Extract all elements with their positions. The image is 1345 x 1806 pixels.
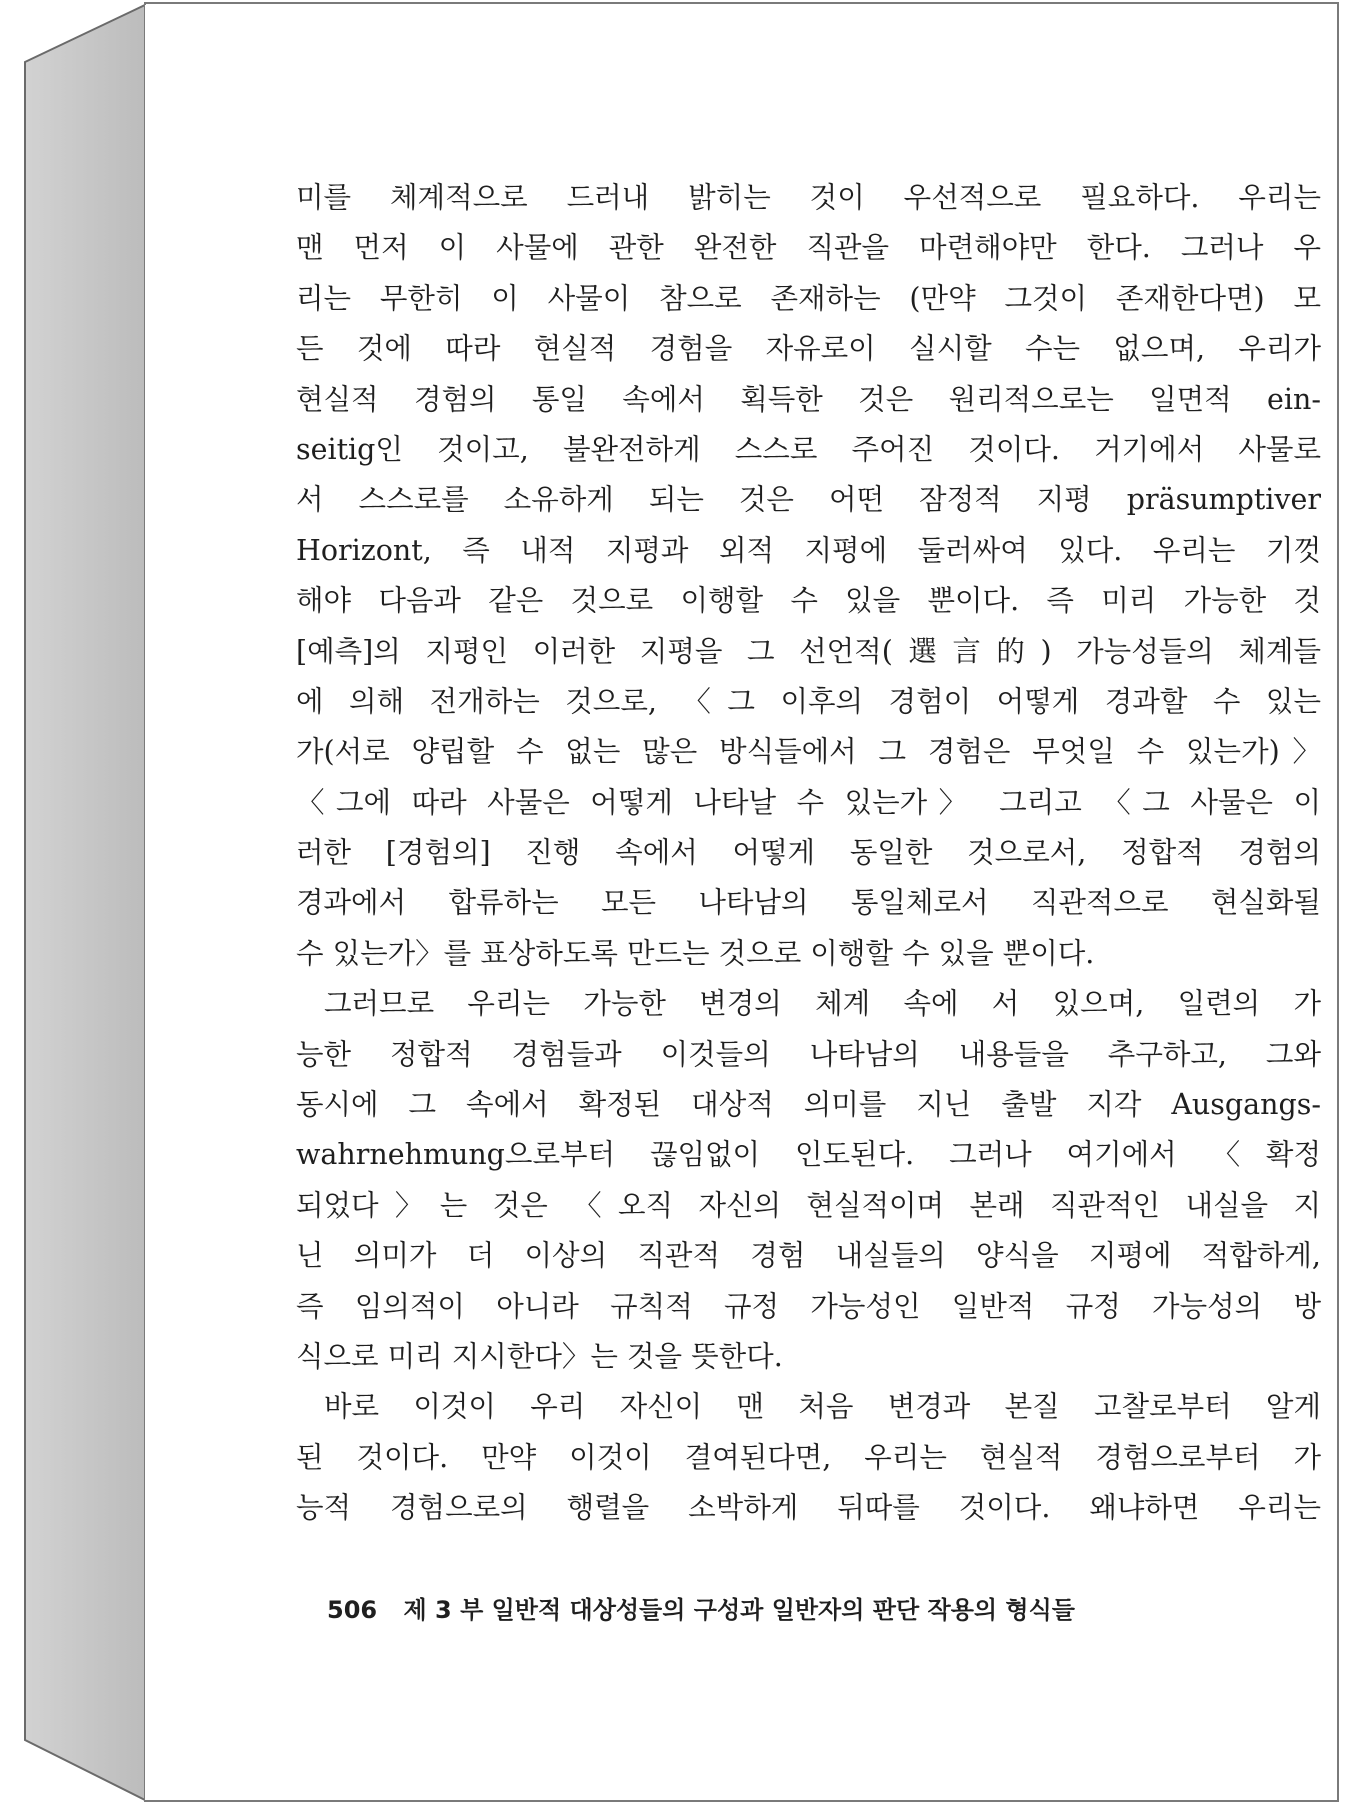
body-text bbox=[296, 173, 1321, 1534]
text-line: 능적 경험으로의 행렬을 소박하게 뒤따를 것이다. 왜냐하면 우리는 bbox=[296, 1491, 1321, 1525]
text-line: 가(서로 양립할 수 없는 많은 방식들에서 그 경험은 무엇일 수 있는가)〉 bbox=[296, 735, 1321, 769]
text-line: 서 스스로를 소유하게 되는 것은 어떤 잠정적 지평 präsumptiver bbox=[296, 483, 1321, 517]
text-line: 든 것에 따라 현실적 경험을 자유로이 실시할 수는 없으며, 우리가 bbox=[296, 332, 1321, 366]
text-line: wahrnehmung으로부터 끊임없이 인도된다. 그러나 여기에서 〈확정 bbox=[296, 1138, 1321, 1172]
text-line: 해야 다음과 같은 것으로 이행할 수 있을 뿐이다. 즉 미리 가능한 것 bbox=[296, 584, 1321, 618]
text-line: 러한 [경험의] 진행 속에서 어떻게 동일한 것으로서, 정합적 경험의 bbox=[296, 836, 1321, 870]
text-line: [예측]의 지평인 이러한 지평을 그 선언적(選言的) 가능성들의 체계들 bbox=[296, 634, 1321, 668]
text-line: 식으로 미리 지시한다〉는 것을 뜻한다. bbox=[296, 1339, 783, 1373]
page-footer bbox=[327, 1590, 1075, 1625]
text-line: 그러므로 우리는 가능한 변경의 체계 속에 서 있으며, 일련의 가 bbox=[324, 987, 1321, 1021]
text-line: 현실적 경험의 통일 속에서 획득한 것은 원리적으로는 일면적 ein- bbox=[296, 382, 1321, 416]
running-head: 제 3 부 일반적 대상성들의 구성과 일반자의 판단 작용의 형식들 bbox=[403, 1596, 1075, 1624]
text-line: 경과에서 합류하는 모든 나타남의 통일체로서 직관적으로 현실화될 bbox=[296, 886, 1321, 920]
text-line: 에 의해 전개하는 것으로, 〈그 이후의 경험이 어떻게 경과할 수 있는 bbox=[296, 684, 1321, 718]
text-line: 되었다〉는 것은 〈오직 자신의 현실적이며 본래 직관적인 내실을 지 bbox=[296, 1188, 1321, 1222]
text-line: 즉 임의적이 아니라 규칙적 규정 가능성인 일반적 규정 가능성의 방 bbox=[296, 1289, 1321, 1323]
book-spine bbox=[25, 5, 145, 1800]
text-line: 닌 의미가 더 이상의 직관적 경험 내실들의 양식을 지평에 적합하게, bbox=[296, 1239, 1321, 1273]
text-line: 미를 체계적으로 드러내 밝히는 것이 우선적으로 필요하다. 우리는 bbox=[296, 181, 1321, 214]
text-line: 리는 무한히 이 사물이 참으로 존재하는 (만약 그것이 존재한다면) 모 bbox=[296, 281, 1321, 315]
text-line: 맨 먼저 이 사물에 관한 완전한 직관을 마련해야만 한다. 그러나 우 bbox=[296, 231, 1321, 265]
text-line: 바로 이것이 우리 자신이 맨 처음 변경과 본질 고찰로부터 알게 bbox=[324, 1390, 1321, 1424]
text-line: 〈그에 따라 사물은 어떻게 나타날 수 있는가〉 그리고 〈그 사물은 이 bbox=[296, 785, 1321, 819]
text-line: 된 것이다. 만약 이것이 결여된다면, 우리는 현실적 경험으로부터 가 bbox=[296, 1440, 1321, 1474]
text-line: seitig인 것이고, 불완전하게 스스로 주어진 것이다. 거기에서 사물로 bbox=[296, 432, 1321, 466]
text-line: 동시에 그 속에서 확정된 대상적 의미를 지닌 출발 지각 Ausgangs- bbox=[296, 1088, 1321, 1122]
text-line: 능한 정합적 경험들과 이것들의 나타남의 내용들을 추구하고, 그와 bbox=[296, 1037, 1321, 1071]
book-page bbox=[145, 5, 1337, 1800]
text-line: Horizont, 즉 내적 지평과 외적 지평에 둘러싸여 있다. 우리는 기껏 bbox=[296, 533, 1321, 567]
text-line: 수 있는가〉를 표상하도록 만드는 것으로 이행할 수 있을 뿐이다. bbox=[296, 936, 1095, 970]
page-number: 506 bbox=[327, 1596, 378, 1624]
